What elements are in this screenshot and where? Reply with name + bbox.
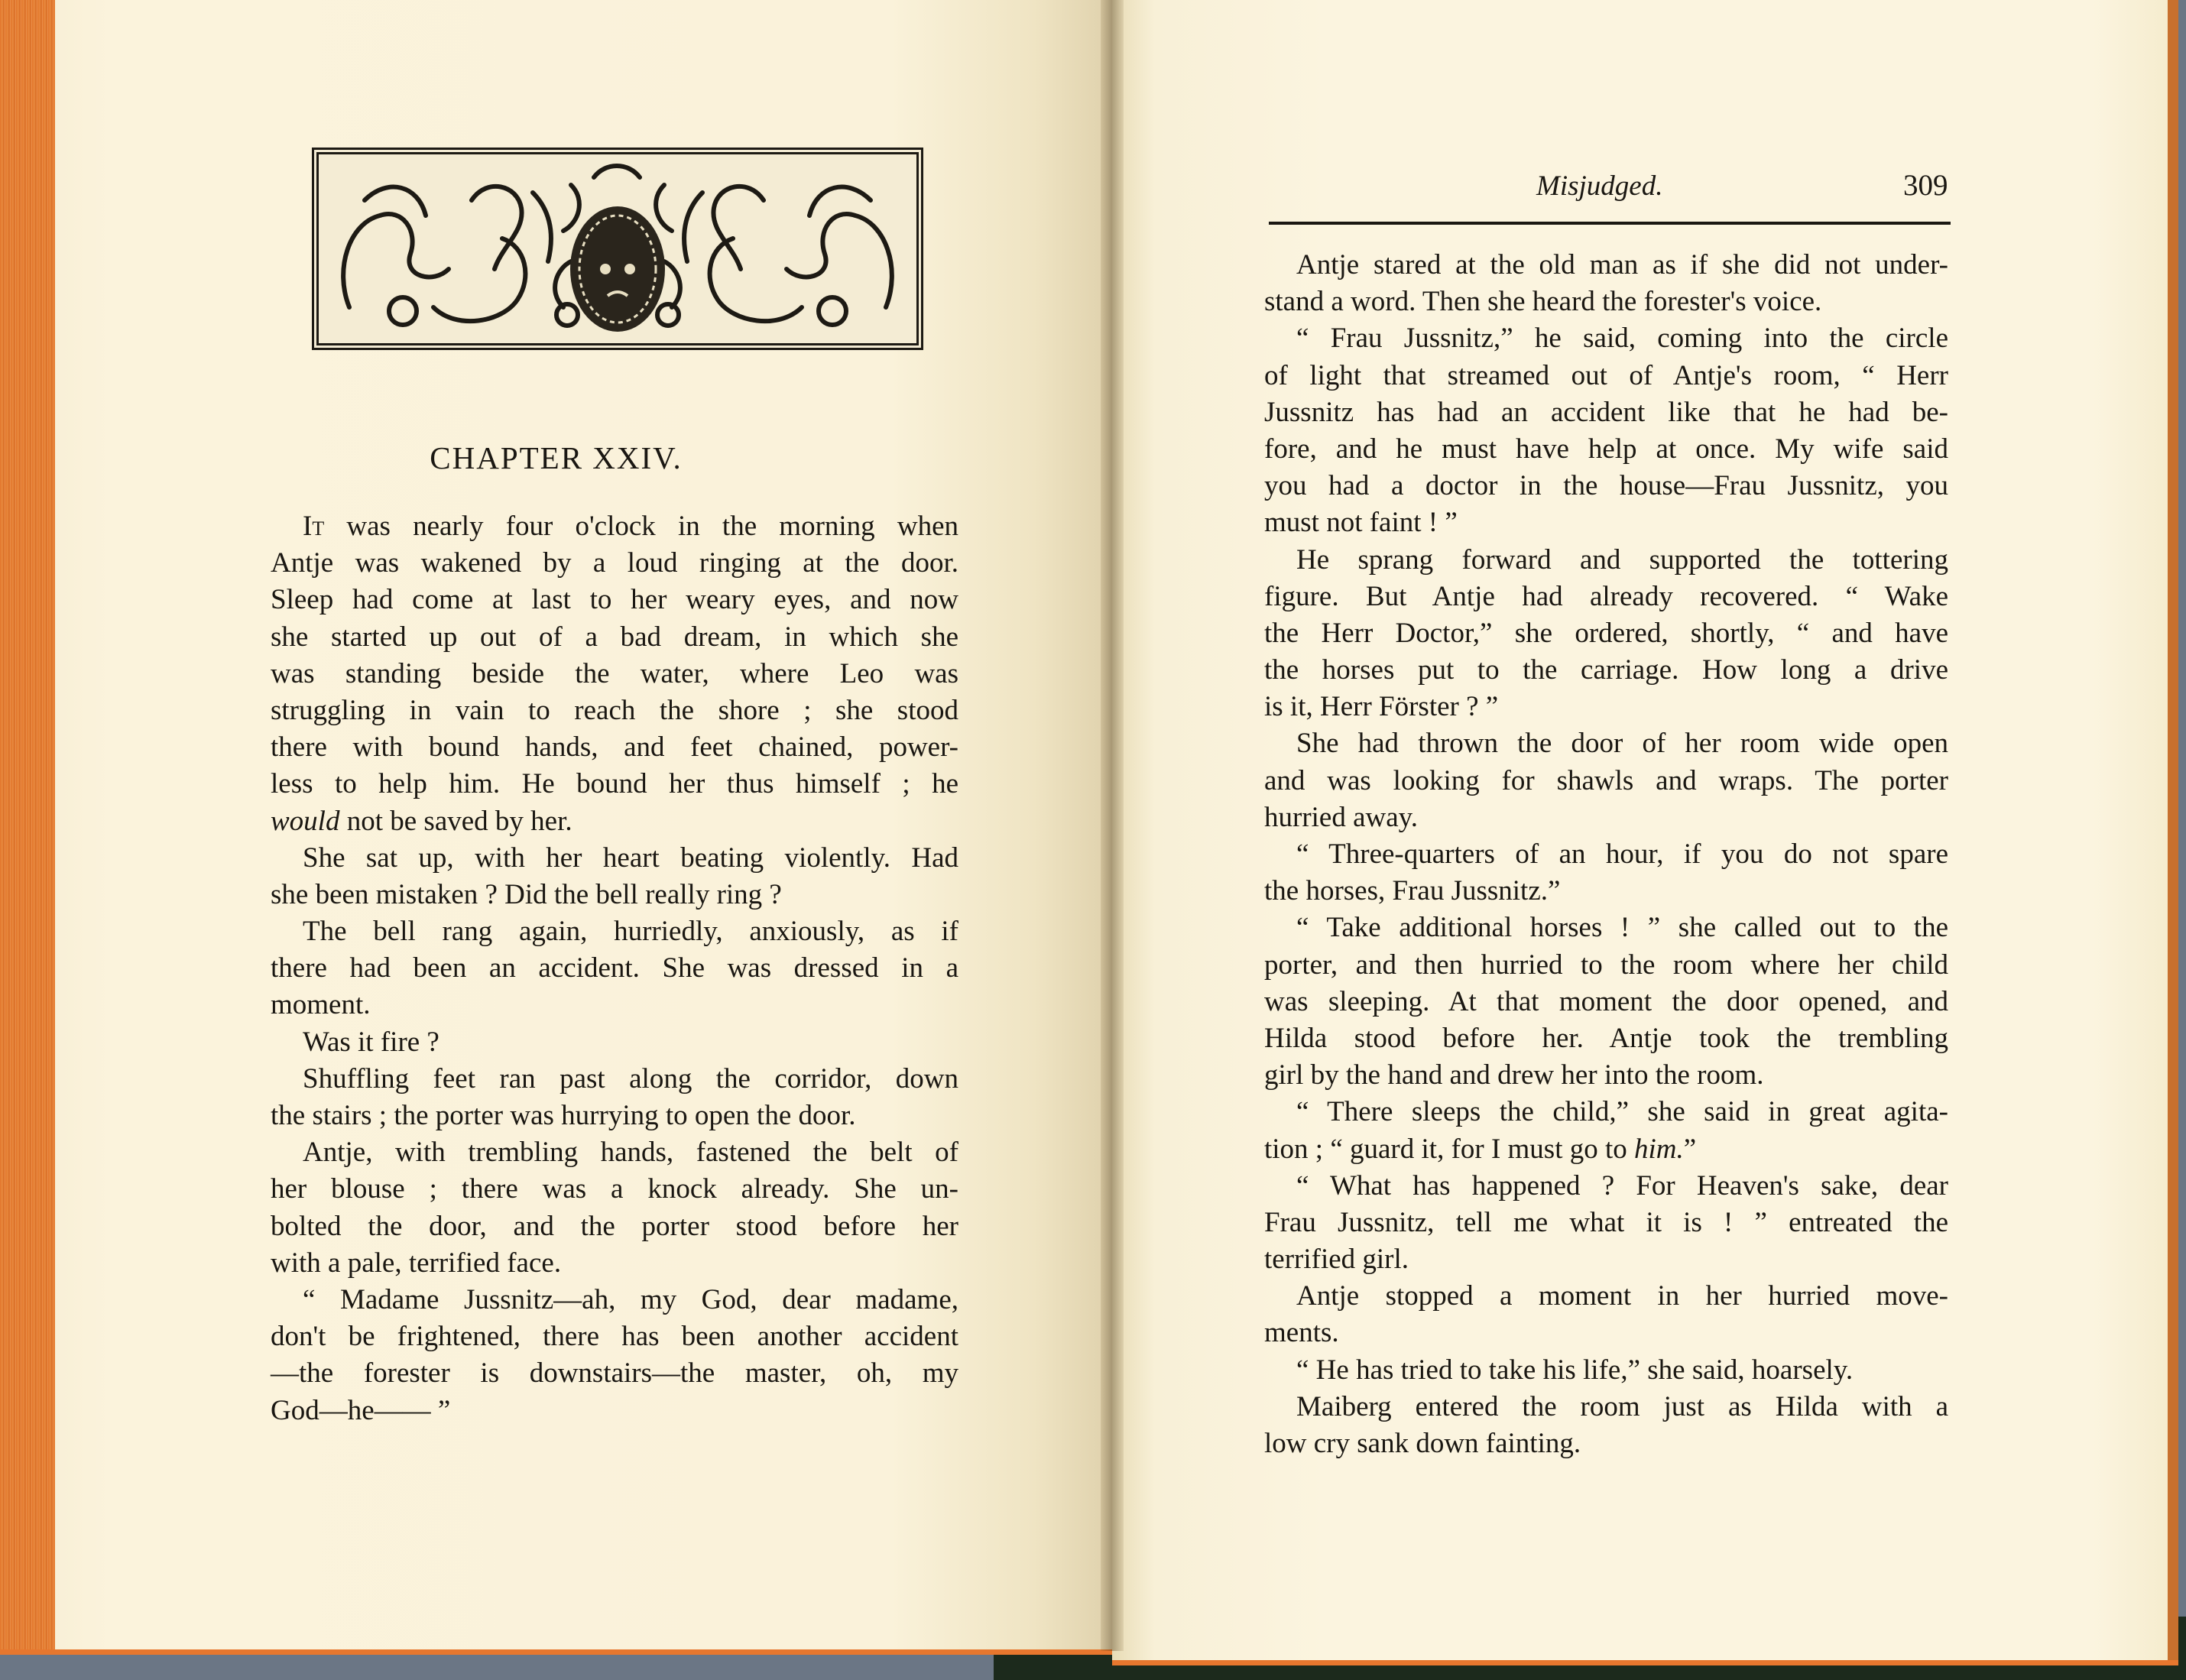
text-line — [1264, 1131, 1948, 1168]
line-text: her blouse ; there was a knock already. She un- — [271, 1173, 958, 1205]
line-text: she been mistaken ? Did the bell really ring ? — [271, 878, 782, 910]
drop-word: It — [303, 511, 325, 542]
line-text: Was it fire ? — [303, 1026, 439, 1058]
line-text: Antje stared at the old man as if she did not under- — [1296, 249, 1948, 281]
line-text: terrified girl. — [1264, 1244, 1409, 1276]
line-text: is it, Herr Förster ? ” — [1264, 691, 1499, 723]
text-line — [271, 508, 958, 545]
text-line — [1264, 284, 1948, 320]
line-text: and was looking for shawls and wraps. The porter — [1264, 764, 1948, 796]
line-text: “ There sleeps the child,” she said in great agita- — [1296, 1096, 1948, 1128]
emphasis: him. — [1634, 1133, 1684, 1165]
text-line — [271, 1061, 958, 1098]
text-line — [271, 1171, 958, 1208]
text-line — [1264, 763, 1948, 799]
line-text: “ Take additional horses ! ” she called out to the — [1296, 912, 1948, 944]
text-line — [1264, 1205, 1948, 1241]
text-line — [271, 656, 958, 692]
line-text: Maiberg entered the room just as Hilda with a — [1296, 1390, 1948, 1422]
line-text: Antje stopped a moment in her hurried move- — [1296, 1280, 1948, 1312]
line-text: Jussnitz has had an accident like that he had be- — [1264, 396, 1948, 428]
line-text: tion ; “ guard it, for I must go to — [1264, 1133, 1635, 1165]
line-text: Shuffling feet ran past along the corridor, down — [303, 1062, 958, 1095]
text-line — [1264, 431, 1948, 468]
text-line — [1264, 320, 1948, 357]
line-text: there with bound hands, and feet chained, power- — [271, 731, 958, 764]
text-line — [1264, 1168, 1948, 1205]
fore-edge-right — [2168, 0, 2178, 1660]
line-text: She had thrown the door of her room wide open — [1296, 728, 1948, 760]
line-text: God—he—— ” — [271, 1394, 451, 1426]
ornament-woodcut-icon — [319, 154, 916, 343]
header-rule — [1269, 222, 1951, 225]
line-text: girl by the hand and drew her into the room. — [1264, 1059, 1764, 1091]
line-text: figure. But Antje had already recovered. “ Wake — [1264, 580, 1948, 612]
text-line — [1264, 615, 1948, 652]
line-text: struggling in vain to reach the shore ; she stood — [271, 694, 958, 726]
line-text: the horses put to the carriage. How long a drive — [1264, 654, 1948, 686]
text-line — [1264, 836, 1948, 873]
text-line — [1264, 910, 1948, 946]
text-line — [1264, 468, 1948, 504]
line-text: the Herr Doctor,” she ordered, shortly, “ and have — [1264, 617, 1948, 649]
text-line — [271, 1208, 958, 1245]
line-text: Antje, with trembling hands, fastened the belt of — [303, 1137, 958, 1169]
text-line — [1264, 394, 1948, 431]
line-tail: ” — [1683, 1133, 1697, 1165]
line-text: was standing beside the water, where Leo was — [271, 657, 958, 689]
line-text: with a pale, terrified face. — [271, 1247, 562, 1279]
text-line — [271, 1318, 958, 1355]
text-line — [1264, 358, 1948, 394]
text-line — [1264, 1020, 1948, 1057]
text-line — [1264, 247, 1948, 284]
line-text: hurried away. — [1264, 801, 1419, 833]
text-line — [1264, 542, 1948, 579]
line-text: fore, and he must have help at once. My wife said — [1264, 433, 1948, 465]
text-line — [271, 987, 958, 1023]
line-text: not be saved by her. — [339, 805, 572, 837]
text-line — [271, 729, 958, 766]
text-line — [1264, 1425, 1948, 1462]
text-line — [1264, 1278, 1948, 1315]
line-text: —the forester is downstairs—the master, oh, my — [271, 1357, 958, 1390]
text-line — [1264, 1315, 1948, 1351]
line-text: Antje was wakened by a loud ringing at the door. — [271, 547, 958, 579]
text-line — [1264, 947, 1948, 984]
line-text: He sprang forward and supported the tottering — [1296, 543, 1948, 576]
text-line — [271, 950, 958, 987]
text-line — [271, 840, 958, 877]
line-text: she started up out of a bad dream, in which she — [271, 621, 958, 653]
line-text: bolted the door, and the porter stood before her — [271, 1210, 958, 1242]
text-line — [271, 766, 958, 803]
text-line — [271, 582, 958, 618]
text-line — [271, 545, 958, 582]
line-text: ments. — [1264, 1317, 1339, 1349]
text-line — [1264, 873, 1948, 910]
line-text: “ He has tried to take his life,” she said, hoarsely. — [1296, 1354, 1854, 1386]
text-line — [1264, 1057, 1948, 1094]
running-head: Misjudged. — [1536, 170, 1663, 202]
line-text: you had a doctor in the house—Frau Jussnitz, you — [1264, 470, 1948, 502]
line-text: “ What has happened ? For Heaven's sake, dear — [1296, 1169, 1948, 1202]
text-line — [1264, 725, 1948, 762]
line-text: was nearly four o'clock in the morning when — [324, 511, 958, 542]
line-text: Sleep had come at last to her weary eyes, and now — [271, 584, 958, 616]
chapter-title: CHAPTER XXIV. — [430, 440, 683, 475]
gutter-shadow — [1101, 0, 1124, 1651]
text-line — [1264, 579, 1948, 615]
line-text: “ Madame Jussnitz—ah, my God, dear madame, — [303, 1283, 958, 1315]
text-line — [1264, 984, 1948, 1020]
page-number: 309 — [1903, 169, 1948, 202]
text-line — [1264, 504, 1948, 541]
emphasis: would — [271, 805, 340, 837]
text-line — [271, 692, 958, 729]
line-text: the horses, Frau Jussnitz.” — [1264, 875, 1561, 907]
line-text: porter, and then hurried to the room where her child — [1264, 949, 1948, 981]
text-line — [1264, 1389, 1948, 1425]
line-text: must not faint ! ” — [1264, 507, 1458, 539]
line-text: Hilda stood before her. Antje took the trembling — [1264, 1022, 1948, 1054]
text-line — [1264, 1241, 1948, 1278]
line-text: low cry sank down fainting. — [1264, 1428, 1581, 1459]
line-text: the stairs ; the porter was hurrying to open the door. — [271, 1100, 856, 1131]
fore-edge-left — [0, 0, 55, 1649]
text-line — [271, 1024, 958, 1061]
text-line — [1264, 1094, 1948, 1130]
line-text: don't be frightened, there has been another accident — [271, 1321, 958, 1353]
line-text: The bell rang again, hurriedly, anxiously, as if — [303, 916, 958, 948]
text-line — [271, 1355, 958, 1392]
line-text: “ Three-quarters of an hour, if you do not spare — [1296, 838, 1948, 870]
text-line — [271, 1134, 958, 1171]
text-line — [271, 803, 958, 840]
right-page-text — [1264, 247, 1948, 1462]
text-line — [271, 1393, 958, 1429]
line-text: stand a word. Then she heard the forester's voice. — [1264, 286, 1822, 318]
text-line — [1264, 1352, 1948, 1389]
line-text: “ Frau Jussnitz,” he said, coming into the circle — [1296, 323, 1948, 355]
text-line — [271, 913, 958, 950]
text-line — [271, 619, 958, 656]
text-line — [271, 1098, 958, 1134]
line-text: of light that streamed out of Antje's room, “ Herr — [1264, 359, 1948, 391]
line-text: She sat up, with her heart beating violently. Had — [303, 842, 958, 874]
line-text: moment. — [271, 989, 371, 1021]
text-line — [1264, 689, 1948, 725]
left-page-text — [271, 508, 958, 1429]
line-text: there had been an accident. She was dressed in a — [271, 952, 958, 984]
text-line — [1264, 652, 1948, 689]
text-line — [271, 1245, 958, 1282]
text-line — [271, 1282, 958, 1318]
line-text: was sleeping. At that moment the door opened, and — [1264, 985, 1948, 1017]
line-text: Frau Jussnitz, tell me what it is ! ” entreated the — [1264, 1206, 1948, 1238]
text-line — [271, 877, 958, 913]
text-line — [1264, 799, 1948, 836]
chapter-headpiece-ornament — [312, 148, 923, 350]
line-text: less to help him. He bound her thus himself ; he — [271, 768, 958, 800]
